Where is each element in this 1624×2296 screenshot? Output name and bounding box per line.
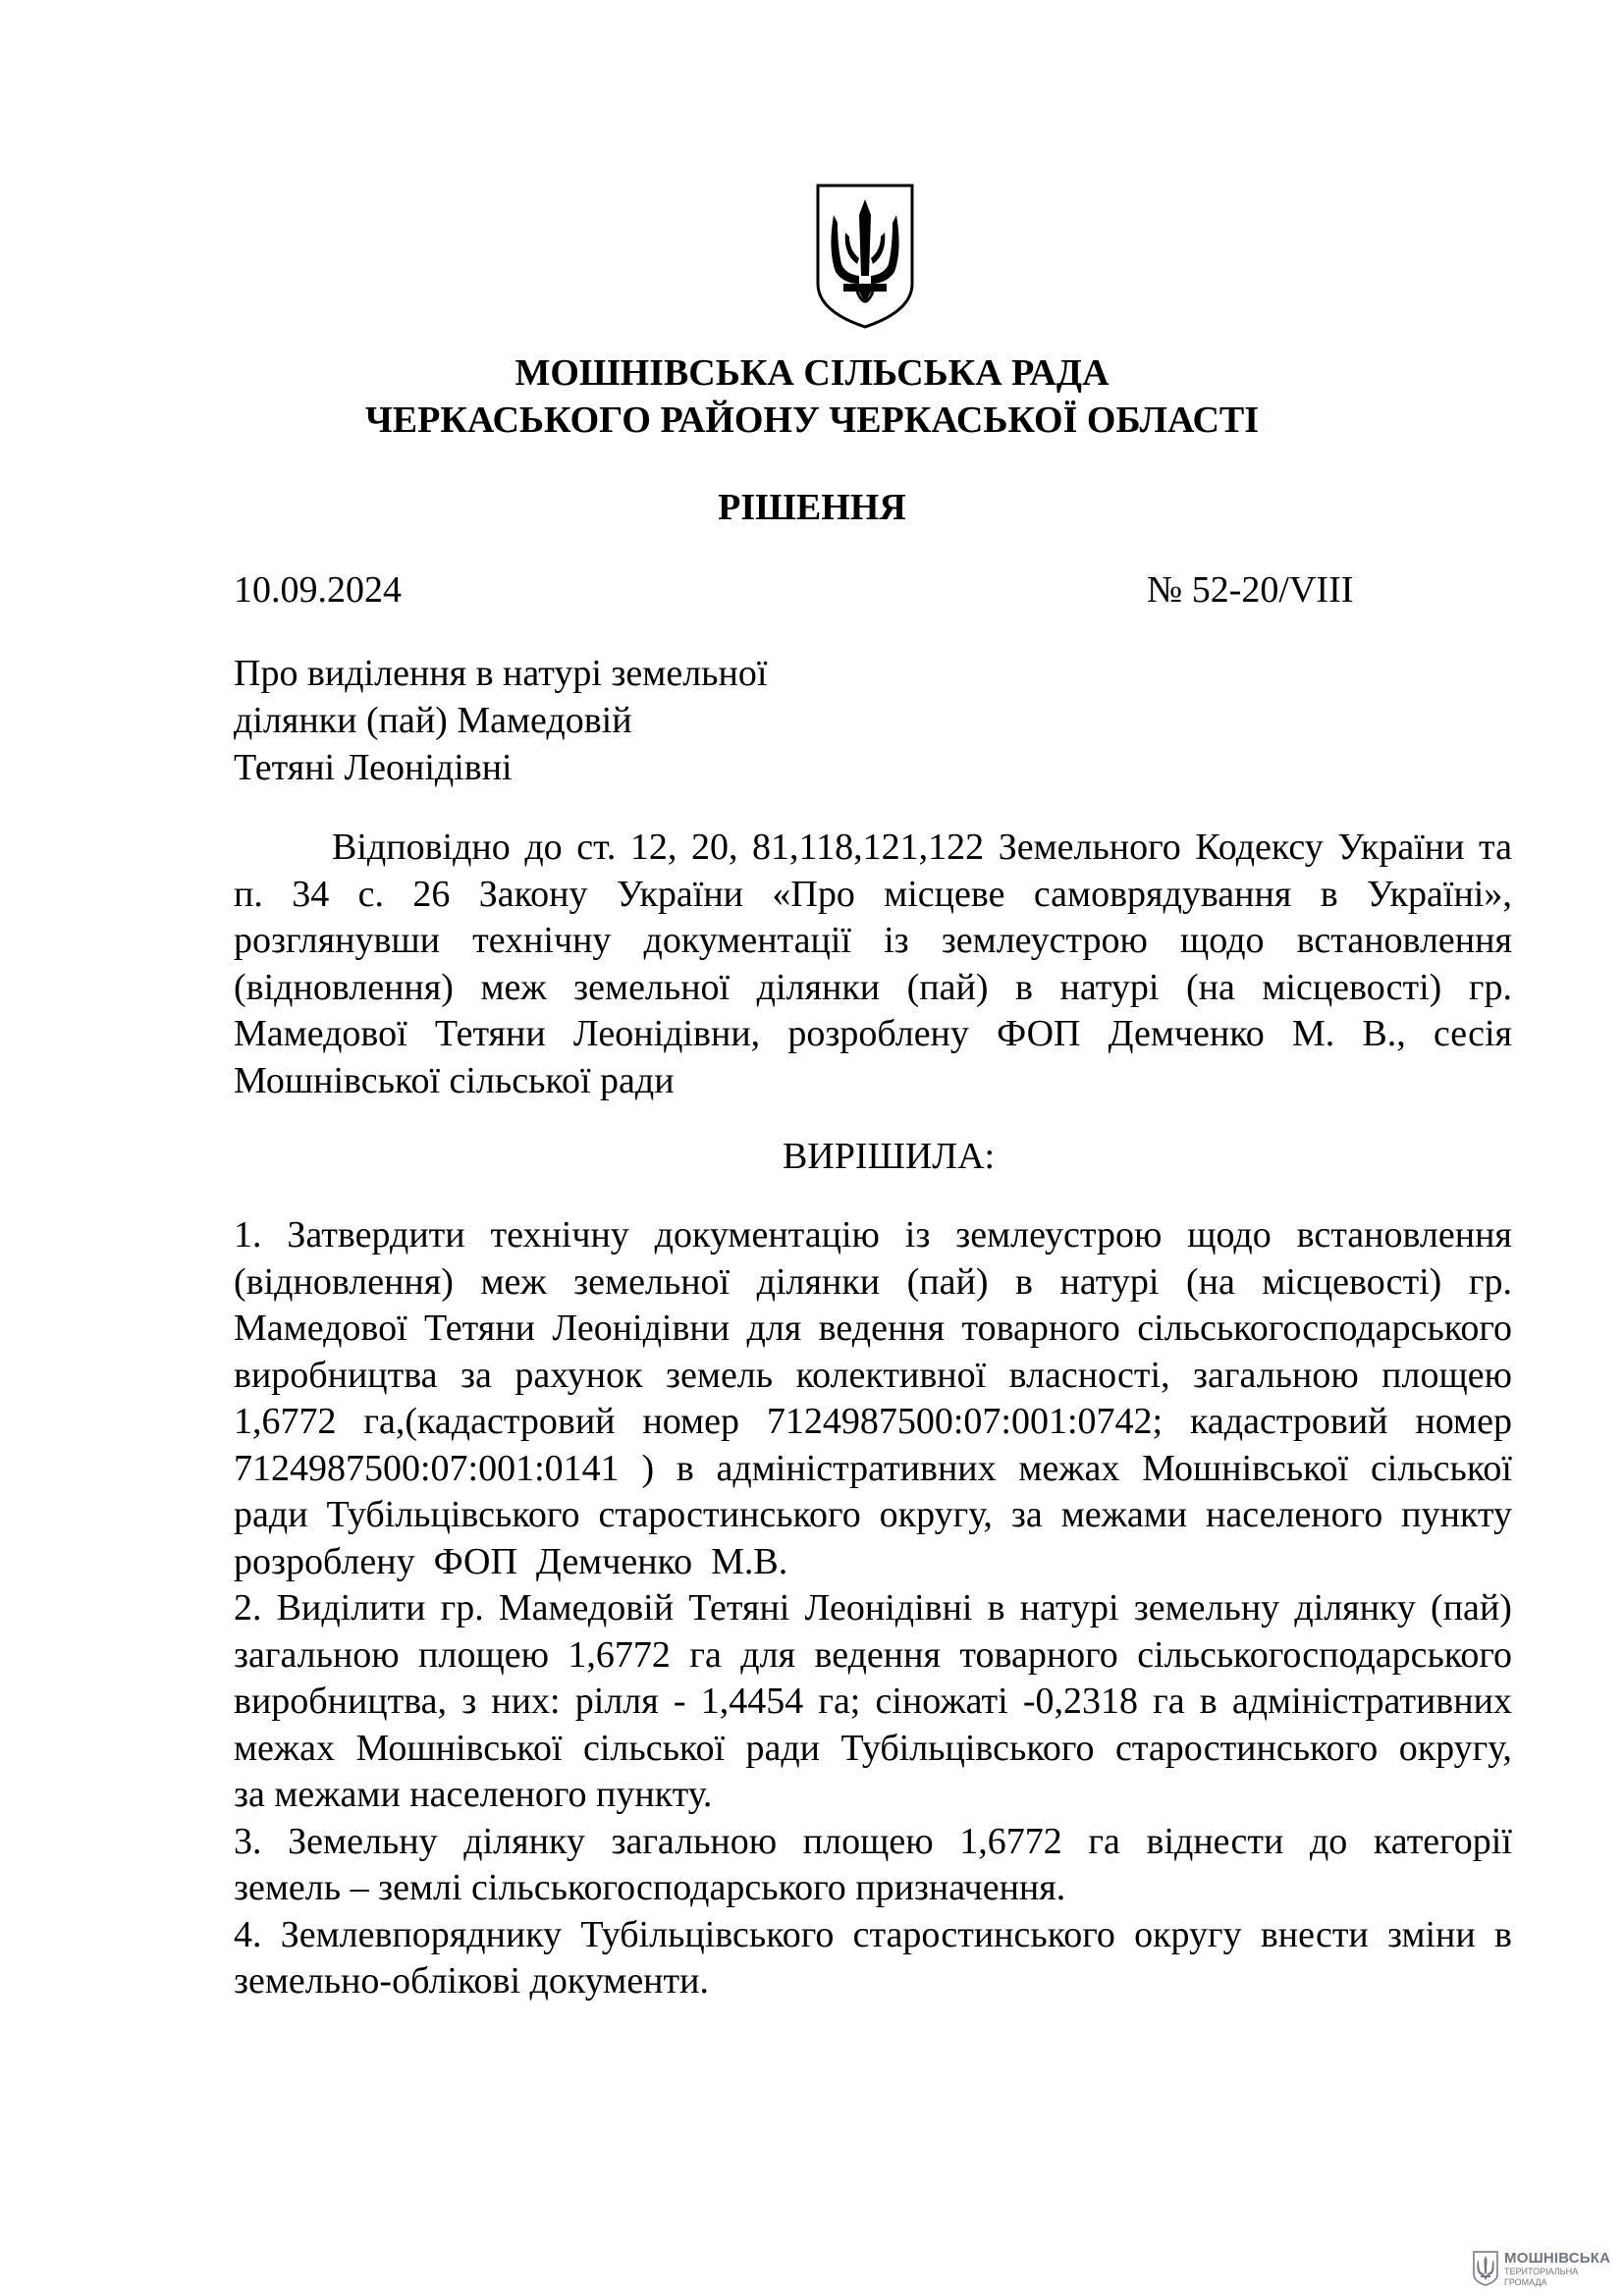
- decision-heading: ВИРІШИЛА:: [782, 1136, 996, 1177]
- word: Тубільцівського: [580, 1913, 835, 1955]
- word: встановлення: [1296, 1214, 1512, 1255]
- word: гр.: [1468, 1260, 1512, 1303]
- word: розроблену: [787, 1013, 969, 1054]
- word: гр.: [440, 1587, 484, 1629]
- preamble-line: [234, 825, 1512, 872]
- word: зміни: [1386, 1913, 1476, 1955]
- word: с.: [357, 873, 384, 915]
- word: 4.: [234, 1913, 262, 1955]
- word: землеустрою: [941, 920, 1148, 961]
- word: сільськогосподарського: [1137, 1633, 1512, 1676]
- watermark-subtitle-1: ТЕРИТОРІАЛЬНА: [1504, 2266, 1579, 2276]
- word: ради: [234, 1494, 308, 1535]
- word: внести: [1260, 1913, 1369, 1955]
- word: Тетяні: [688, 1587, 790, 1629]
- preamble-line: [234, 872, 1512, 919]
- word: товарного: [959, 1633, 1118, 1676]
- subject-line: Про виділення в натурі земельної: [234, 653, 768, 694]
- word: Виділити: [276, 1587, 426, 1629]
- word: документації: [643, 920, 851, 961]
- word: 7124987500:07:001:0141: [234, 1447, 620, 1489]
- word: ділянку: [1294, 1587, 1416, 1629]
- word: сільськогосподарського: [1137, 1308, 1512, 1349]
- word: (відновлення): [234, 1260, 454, 1303]
- word: Мамедової: [234, 1013, 407, 1054]
- word: 1.: [234, 1214, 262, 1255]
- word: 12,: [629, 827, 677, 868]
- word: за: [460, 1354, 492, 1396]
- decision-line: [234, 1819, 1512, 1866]
- word: меж: [480, 1260, 547, 1303]
- decision-line: [234, 1726, 1512, 1773]
- subject-line: Тетяні Леонідівні: [234, 747, 513, 788]
- word: сіножаті: [875, 1681, 1008, 1722]
- word: старостинського: [1114, 1727, 1379, 1769]
- watermark-title: МОШНІВСЬКА: [1504, 2249, 1611, 2267]
- word: в: [676, 1447, 694, 1489]
- preamble-line: [234, 1011, 1512, 1058]
- word: земельну: [1133, 1587, 1280, 1629]
- word: в: [987, 1587, 1005, 1629]
- word: Затвердити: [287, 1214, 465, 1255]
- word: 1,6772: [234, 1401, 337, 1442]
- decision-line: земельно-облікові документи.: [234, 1960, 709, 2002]
- decision-line: земель – землі сільськогосподарського призначення.: [234, 1867, 1066, 1908]
- word: документацію: [654, 1214, 880, 1255]
- decision-subject: [234, 650, 767, 791]
- word: натурі: [1059, 1260, 1160, 1303]
- word: ділянки: [756, 1260, 881, 1303]
- word: Мамедовій: [498, 1587, 675, 1629]
- word: загальною: [234, 1633, 400, 1676]
- word: 1,6772: [568, 1633, 671, 1676]
- word: земельної: [573, 1260, 731, 1303]
- word: Леонідівни: [552, 1308, 731, 1349]
- word: га;: [818, 1681, 861, 1722]
- decision-line: [234, 1353, 1512, 1400]
- word: 1,4454: [700, 1681, 804, 1722]
- word: 1,6772: [959, 1820, 1062, 1862]
- word: в: [1015, 1260, 1033, 1303]
- word: рілля: [574, 1681, 659, 1722]
- subject-line: ділянки (пай) Мамедовій: [234, 700, 632, 741]
- word: Мошнівської: [355, 1727, 563, 1769]
- word: Кодексу: [1195, 827, 1324, 868]
- word: старостинського: [598, 1494, 861, 1535]
- word: Тубільцівського: [326, 1494, 580, 1535]
- word: ): [641, 1447, 655, 1489]
- word: в: [1493, 1913, 1512, 1955]
- word: гр.: [1468, 966, 1512, 1008]
- word: 7124987500:07:001:0742;: [766, 1401, 1164, 1442]
- word: технічну: [490, 1214, 629, 1255]
- word: Земельну: [288, 1820, 438, 1862]
- word: виробництва,: [234, 1681, 448, 1722]
- word: України: [616, 873, 743, 915]
- word: України: [1337, 827, 1465, 868]
- word: для: [746, 1308, 802, 1349]
- word: натурі: [1019, 1587, 1119, 1629]
- word: (відновлення): [234, 966, 454, 1008]
- word: технічну: [472, 920, 612, 961]
- document-type-title: РІШЕННЯ: [718, 487, 906, 528]
- word: Землевпоряднику: [280, 1913, 563, 1955]
- word: (на: [1185, 1260, 1235, 1303]
- council-name: МОШНІВСЬКА СІЛЬСЬКА РАДА: [514, 352, 1110, 394]
- word: В.,: [1362, 1013, 1406, 1054]
- word: (пай): [1431, 1587, 1512, 1629]
- word: в: [1199, 1681, 1218, 1722]
- word: 81,118,121,122: [752, 827, 985, 868]
- word: натурі: [1059, 966, 1160, 1008]
- word: населеного: [1206, 1494, 1383, 1535]
- decision-line: [234, 1399, 1512, 1446]
- word: та: [1479, 827, 1512, 868]
- word: кадастровий: [1190, 1401, 1388, 1442]
- word: місцевості): [1262, 966, 1442, 1008]
- word: (на: [1185, 966, 1235, 1008]
- word: місцеве: [884, 873, 1005, 915]
- decision-line: розроблену ФОП Демченко М.В.: [234, 1540, 788, 1582]
- decision-date: 10.09.2024: [234, 569, 402, 611]
- word: межами: [1060, 1494, 1188, 1535]
- word: до: [1309, 1820, 1348, 1862]
- word: номер: [642, 1401, 739, 1442]
- word: ведення: [818, 1308, 946, 1349]
- word: сільської: [583, 1727, 726, 1769]
- decision-line: [234, 1585, 1512, 1632]
- word: місцевості): [1262, 1260, 1442, 1303]
- word: межах: [1018, 1447, 1120, 1489]
- word: адміністративних: [716, 1447, 997, 1489]
- word: виробництва: [234, 1354, 438, 1396]
- word: власності,: [1008, 1354, 1170, 1396]
- word: старостинського: [852, 1913, 1115, 1955]
- word: Тетяни: [434, 1013, 546, 1054]
- decision-line: [234, 1912, 1512, 1959]
- word: пункту: [1401, 1494, 1512, 1535]
- word: Закону: [478, 873, 588, 915]
- word: щодо: [1180, 920, 1265, 961]
- word: округу,: [1398, 1727, 1512, 1769]
- word: Відповідно: [332, 827, 511, 868]
- word: віднести: [1146, 1820, 1284, 1862]
- watermark-text: [1504, 2251, 1610, 2287]
- word: площею: [418, 1633, 549, 1676]
- preamble-line: [234, 918, 1512, 965]
- word: номер: [1415, 1401, 1512, 1442]
- word: площею: [802, 1820, 934, 1862]
- word: товарного: [961, 1308, 1120, 1349]
- word: межах: [234, 1727, 336, 1769]
- decision-line: [234, 1492, 1512, 1539]
- word: 26: [412, 873, 451, 915]
- preamble-line: Мошнівської сільської ради: [234, 1059, 675, 1101]
- word: га,(кадастровий: [363, 1401, 616, 1442]
- word: встановлення: [1296, 920, 1512, 961]
- council-district: ЧЕРКАСЬКОГО РАЙОНУ ЧЕРКАСЬКОЇ ОБЛАСТІ: [364, 400, 1260, 441]
- word: Тетяни: [424, 1308, 535, 1349]
- word: (пай): [906, 1260, 989, 1303]
- word: землеустрою: [955, 1214, 1163, 1255]
- word: для: [740, 1633, 796, 1676]
- word: в: [1320, 873, 1338, 915]
- decision-items: [234, 1212, 1512, 2005]
- decision-line: [234, 1679, 1512, 1726]
- word: сільської: [1370, 1447, 1512, 1489]
- community-watermark: [1473, 2250, 1610, 2287]
- decision-number: № 52-20/VIII: [1147, 569, 1354, 611]
- word: 20,: [690, 827, 738, 868]
- word: Демченко: [1108, 1013, 1265, 1054]
- word: 34: [292, 873, 330, 915]
- decision-line: [234, 1632, 1512, 1680]
- word: Україні»,: [1367, 873, 1512, 915]
- word: за: [1010, 1494, 1043, 1535]
- decision-line: [234, 1212, 1512, 1259]
- word: площею: [1381, 1354, 1512, 1396]
- decision-line: за межами населеного пункту.: [234, 1774, 713, 1815]
- decision-line: [234, 1306, 1512, 1353]
- word: ділянку: [463, 1820, 585, 1862]
- word: ради: [745, 1727, 821, 1769]
- word: земель: [666, 1354, 774, 1396]
- word: самоврядування: [1033, 873, 1292, 915]
- word: (пай): [906, 966, 989, 1008]
- word: п.: [234, 873, 263, 915]
- decision-line: [234, 1446, 1512, 1493]
- word: -: [673, 1681, 686, 1722]
- word: із: [904, 1214, 931, 1255]
- word: -0,2318: [1022, 1681, 1138, 1722]
- word: ФОП: [997, 1013, 1081, 1054]
- trident-logo-icon: [1473, 2251, 1498, 2286]
- word: розглянувши: [234, 920, 440, 961]
- decision-line: [234, 1259, 1512, 1307]
- word: них:: [491, 1681, 561, 1722]
- word: загальною: [611, 1820, 778, 1862]
- word: округу: [1134, 1913, 1242, 1955]
- word: земельної: [573, 966, 731, 1008]
- word: га: [689, 1633, 722, 1676]
- word: із: [884, 920, 909, 961]
- word: Тубільцівського: [840, 1727, 1095, 1769]
- word: округу,: [879, 1494, 993, 1535]
- word: Земельного: [998, 827, 1181, 868]
- word: з: [461, 1681, 477, 1722]
- word: Мамедової: [234, 1308, 407, 1349]
- word: Леонідівни,: [572, 1013, 761, 1054]
- word: колективної: [795, 1354, 987, 1396]
- word: загальною: [1193, 1354, 1359, 1396]
- word: категорії: [1373, 1820, 1512, 1862]
- word: ведення: [814, 1633, 941, 1676]
- word: до: [524, 827, 563, 868]
- word: в: [1015, 966, 1033, 1008]
- word: ст.: [576, 827, 617, 868]
- word: Леонідівні: [804, 1587, 973, 1629]
- preamble-line: [234, 965, 1512, 1012]
- word: рахунок: [514, 1354, 643, 1396]
- word: адміністративних: [1231, 1681, 1512, 1722]
- word: 2.: [234, 1587, 262, 1629]
- word: меж: [480, 966, 547, 1008]
- word: сесія: [1433, 1013, 1512, 1054]
- word: М.: [1291, 1013, 1335, 1054]
- word: га: [1153, 1681, 1185, 1722]
- watermark-subtitle-2: ГРОМАДА: [1504, 2276, 1547, 2287]
- word: 3.: [234, 1820, 262, 1862]
- word: га: [1088, 1820, 1120, 1862]
- preamble-paragraph: [234, 825, 1512, 1104]
- trident-emblem-icon: [814, 182, 916, 331]
- word: ділянки: [756, 966, 881, 1008]
- word: щодо: [1187, 1214, 1272, 1255]
- word: «Про: [772, 873, 855, 915]
- word: Мошнівської: [1142, 1447, 1349, 1489]
